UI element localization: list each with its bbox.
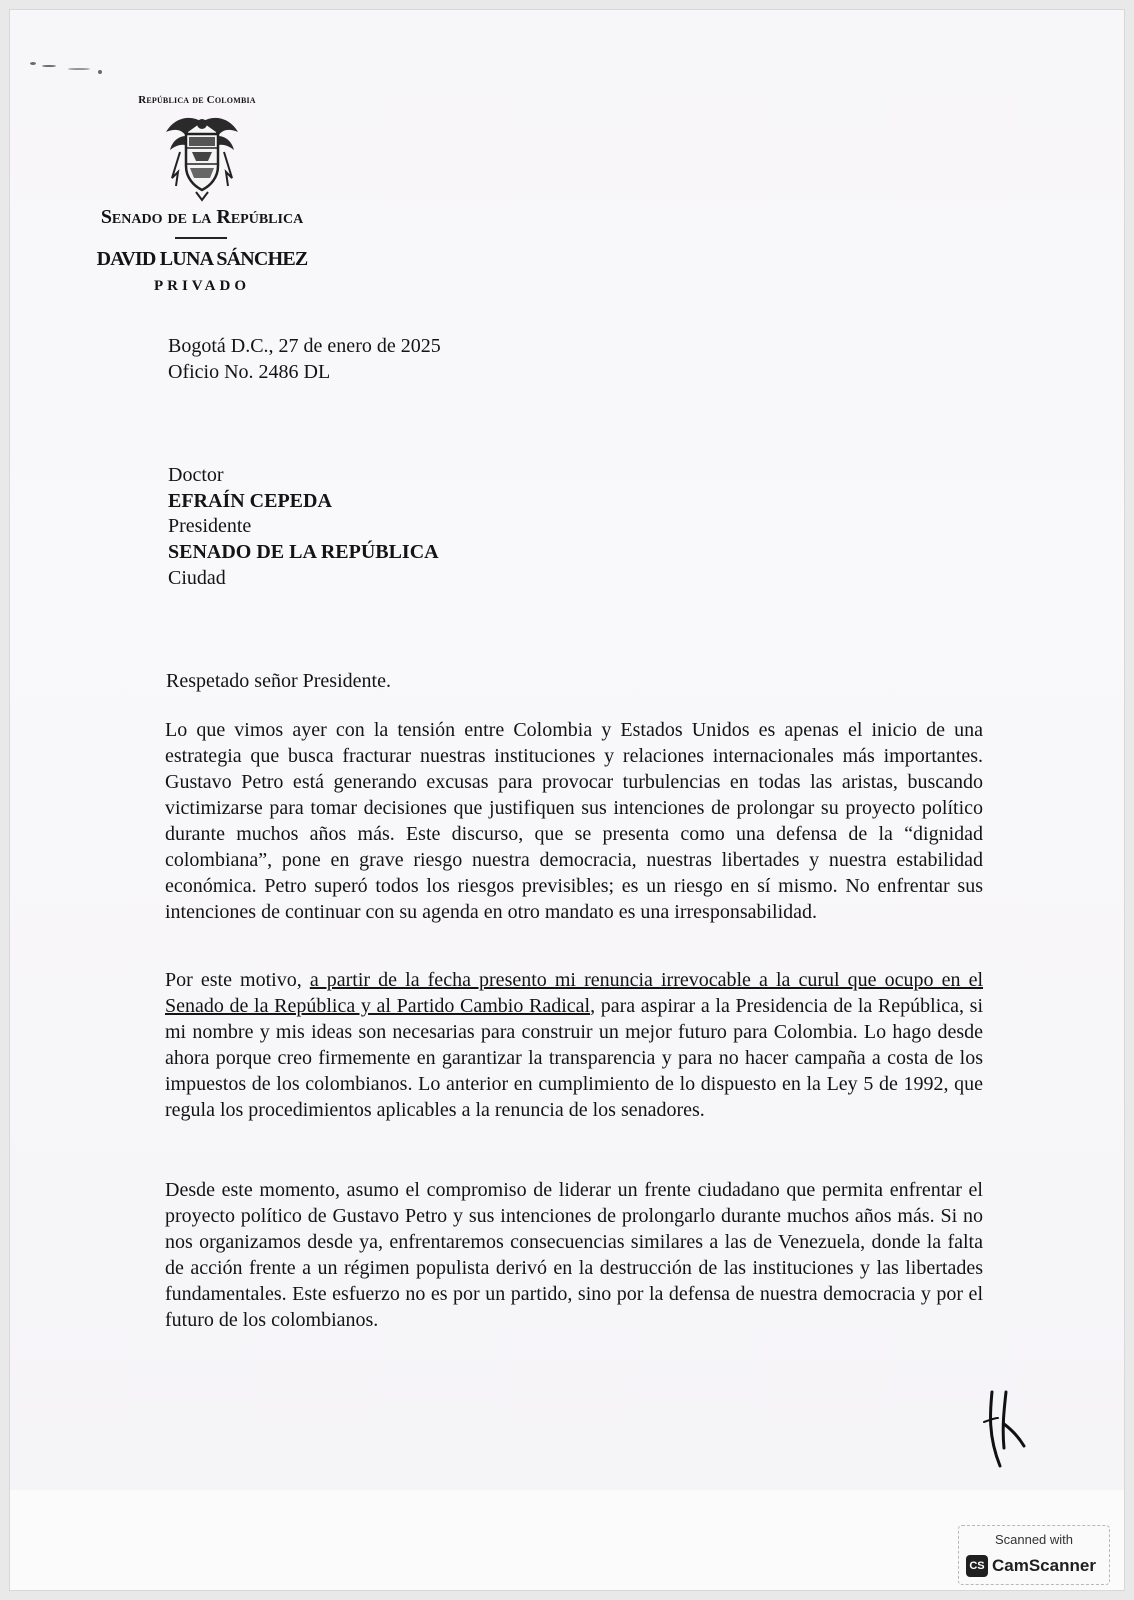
letterhead-divider — [175, 237, 227, 239]
recipient-city: Ciudad — [168, 567, 226, 589]
salutation: Respetado señor Presidente. — [166, 670, 391, 692]
camscanner-name: CamScanner — [992, 1556, 1096, 1575]
smudge — [42, 65, 56, 67]
smudge — [68, 68, 90, 70]
paragraph-2-intro: Por este motivo, — [165, 969, 310, 991]
recipient-position: Presidente — [168, 515, 252, 537]
smudge — [98, 70, 102, 74]
paragraph-2-resignation-statement: a partir de la fecha presento mi renuncia irrevocable a la curul que ocupo en el Senado de la República y al Partido Cambio Radical — [165, 969, 984, 1017]
scanned-sheet — [10, 10, 1124, 1590]
date-line: Bogotá D.C., 27 de enero de 2025 — [168, 335, 441, 357]
smudge — [30, 62, 36, 65]
recipient-institution: SENADO DE LA REPÚBLICA — [168, 541, 439, 563]
handwritten-signature — [980, 1388, 1040, 1470]
paragraph-2-rest: , para aspirar a la Presidencia de la República, si mi nombre y mis ideas son necesarias para construir un mejor futuro para Colombia. Lo hago desde ahora porque creo firmemente en garantizar la transparencia y para no hacer campaña a costa de los impuestos de los colombianos. Lo anterior en cumplimiento de lo dispuesto en la Ley 5 de 1992, que regula los procedimientos aplicables a la renuncia de los senadores. — [165, 995, 983, 1121]
camscanner-caption: Scanned with — [994, 1532, 1074, 1547]
camscanner-badge — [958, 1525, 1110, 1585]
recipient-title: Doctor — [168, 464, 224, 486]
recipient-name: EFRAÍN CEPEDA — [168, 490, 332, 512]
letterhead-institution: Senado de la República — [100, 206, 304, 228]
coat-of-arms-icon — [162, 112, 242, 202]
paragraph-2 — [165, 967, 983, 1123]
camscanner-logo-icon: CS — [966, 1555, 988, 1577]
oficio-number: Oficio No. 2486 DL — [168, 361, 331, 383]
paragraph-3: Desde este momento, asumo el compromiso de liderar un frente ciudadano que permita enfrentar el proyecto político de Gustavo Petro y sus intenciones de prolongarlo durante muchos años más. Si no nos organizamos desde ya, enfrentaremos consecuencias similares a las de Venezuela, donde la falta de acción frente a un régimen populista derivó en la destrucción de las instituciones y las libertades fundamentales. Este esfuerzo no es por un partido, sino por la defensa de nuestra democracia y por el futuro de los colombianos. — [165, 1179, 983, 1331]
paragraph-1: Lo que vimos ayer con la tensión entre Colombia y Estados Unidos es apenas el inicio de una estrategia que busca fracturar nuestras instituciones y relaciones internacionales más importantes. Gustavo Petro está generando excusas para provocar turbulencias en todas las aristas, buscando victimizarse para tomar decisiones que justifiquen sus intenciones de prolongar su proyecto político durante muchos años más. Este discurso, que se presenta como una defensa de la “dignidad colombiana”, pone en grave riesgo nuestra democracia, nuestras libertades y nuestra estabilidad económica. Petro superó todos los riesgos previsibles; es un riesgo en sí mismo. No enfrentar sus intenciones de continuar con su agenda en otro mandato es una irresponsabilidad. — [165, 719, 983, 923]
letterhead-office: PRIVADO — [153, 278, 251, 294]
letterhead-country: República de Colombia — [138, 94, 256, 106]
letter-page — [10, 10, 1124, 1490]
letterhead-senator-name: DAVID LUNA SÁNCHEZ — [96, 248, 308, 270]
